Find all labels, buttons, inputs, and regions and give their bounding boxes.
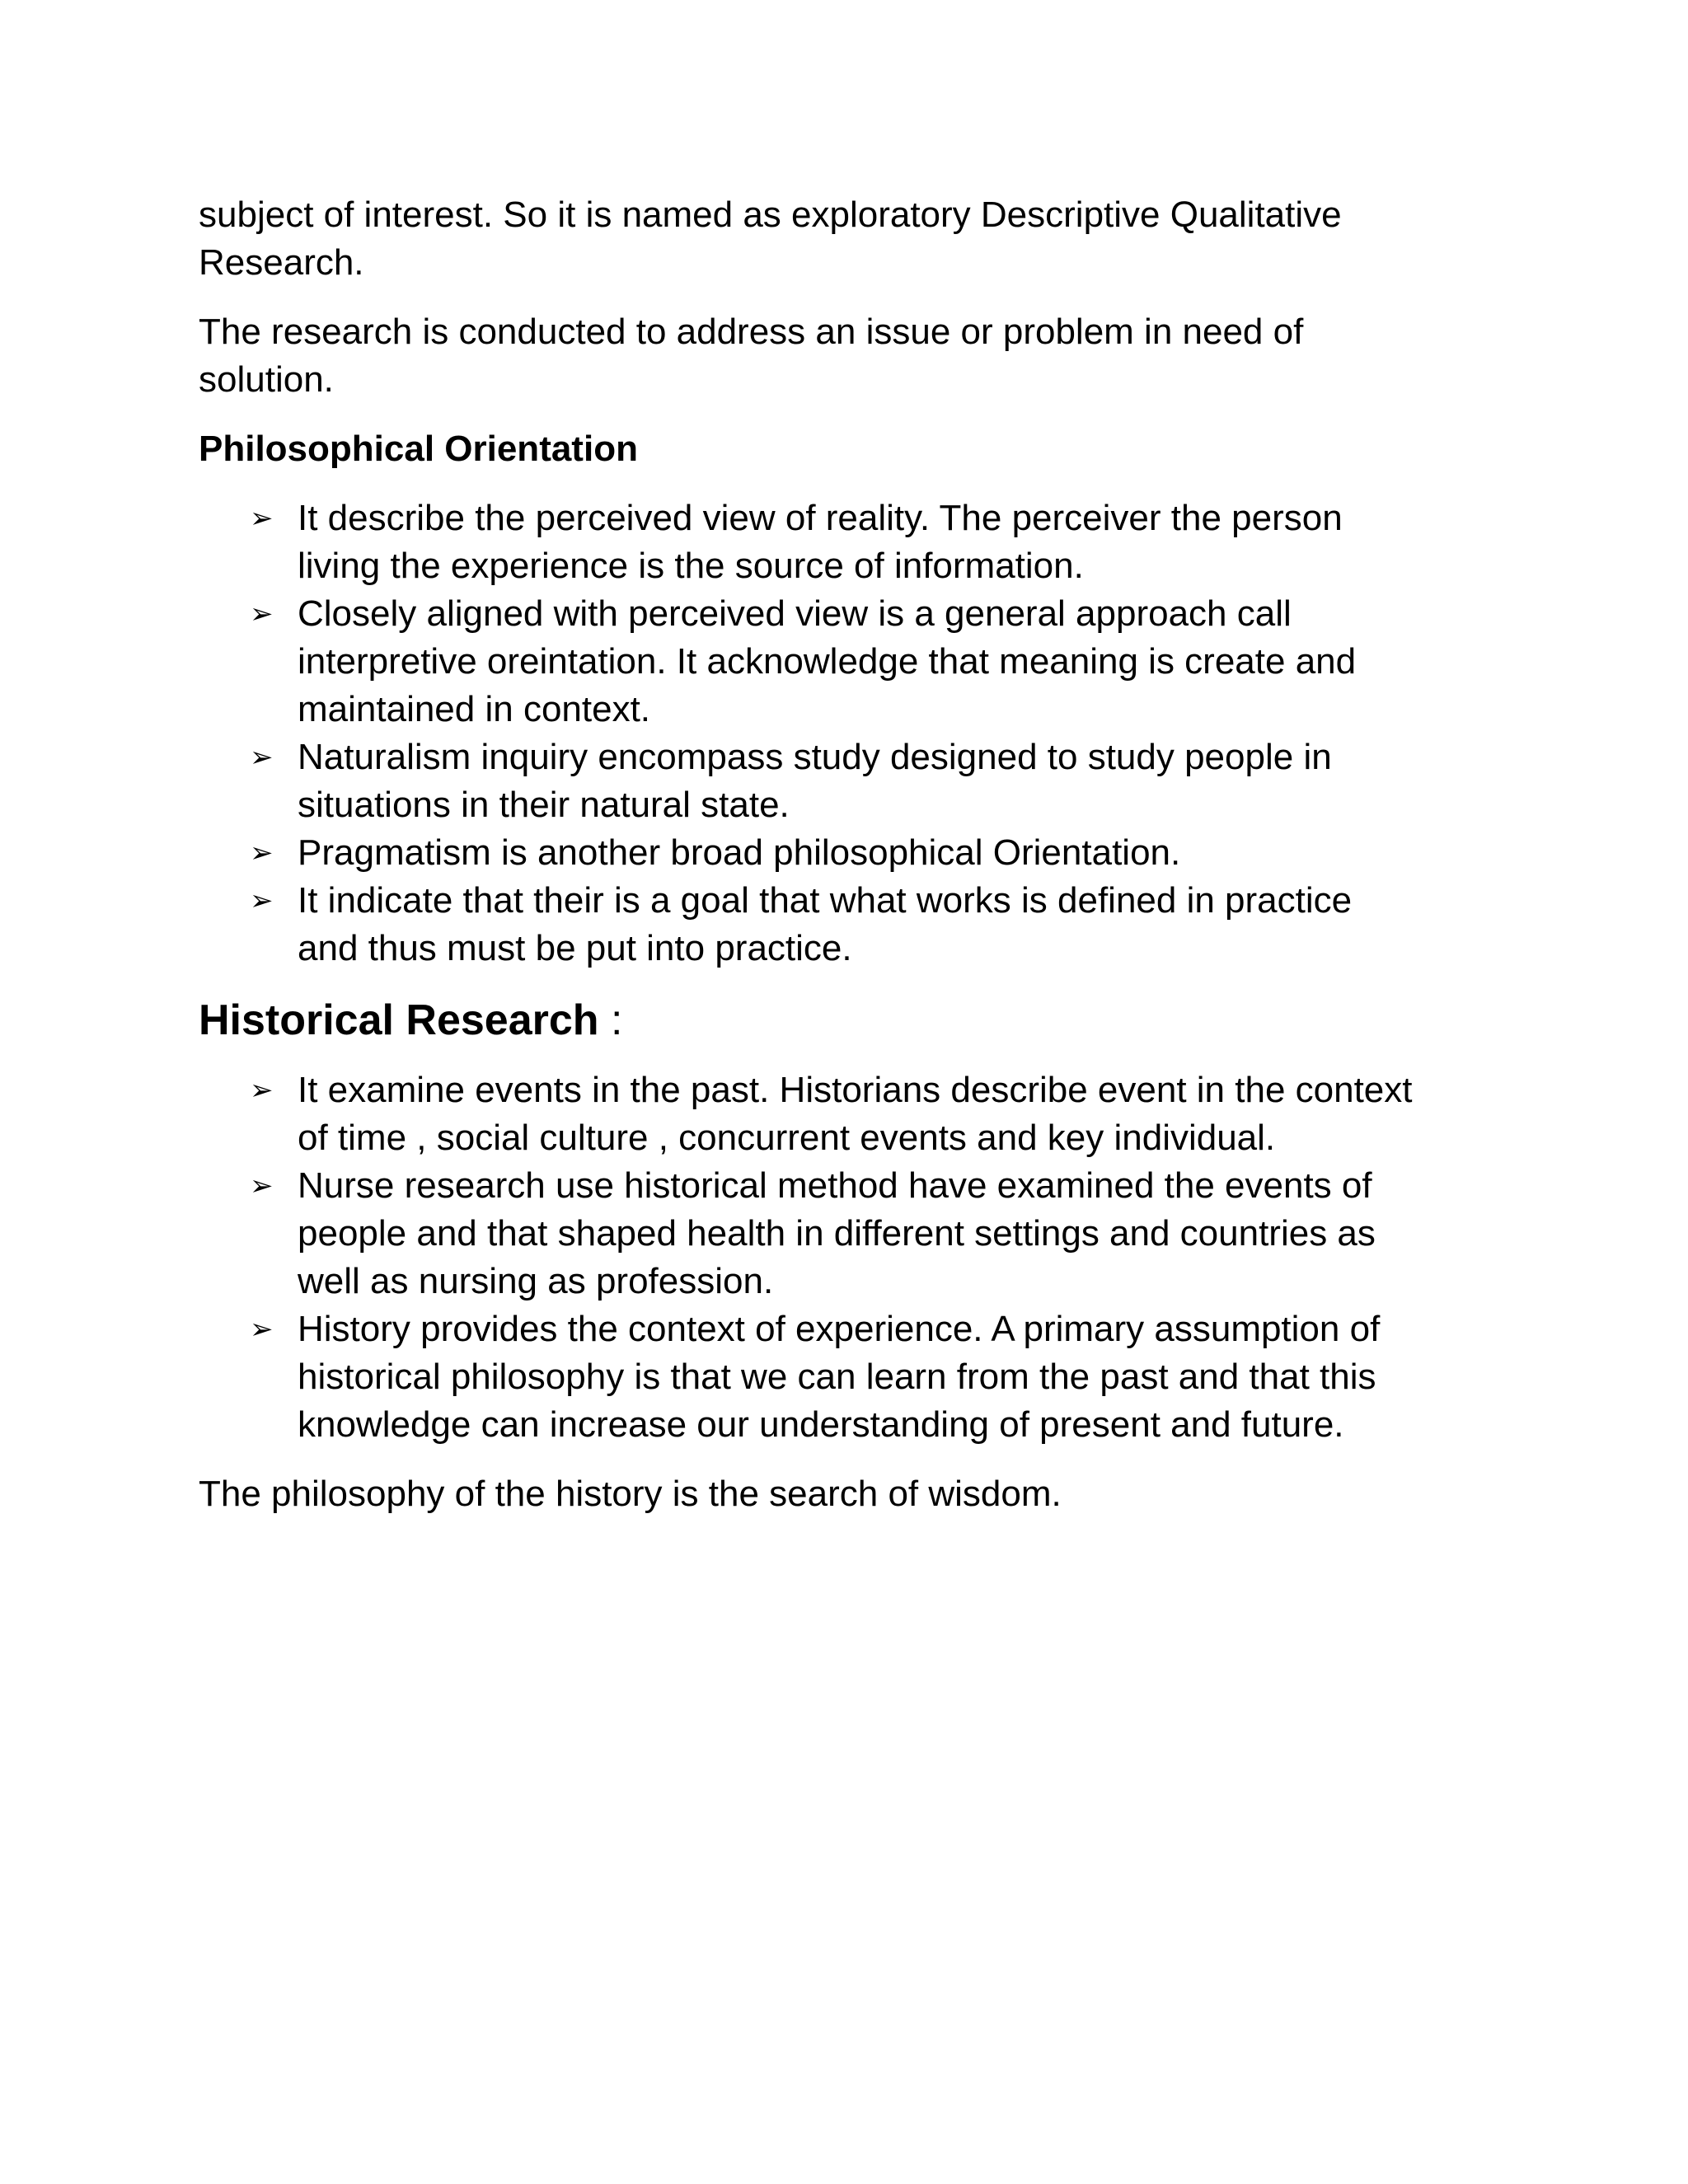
- list-item: [199, 829, 1493, 877]
- arrowhead-bullet-icon: ➢: [250, 1074, 274, 1107]
- arrowhead-bullet-icon: ➢: [250, 598, 274, 630]
- arrowhead-bullet-icon: ➢: [250, 1313, 274, 1346]
- intro-paragraph-1: subject of interest. So it is named as exploratory Descriptive Qualitative Research.: [199, 194, 1342, 283]
- historical-research-heading-text: Historical Research: [199, 996, 599, 1044]
- list-item: [199, 1162, 1493, 1305]
- list-item-text: Naturalism inquiry encompass study designed to study people in situations in their natural state.: [298, 737, 1332, 825]
- list-item: [199, 1066, 1493, 1162]
- arrowhead-bullet-icon: ➢: [250, 741, 274, 774]
- list-item-text: It indicate that their is a goal that what works is defined in practice and thus must be put into practice.: [298, 880, 1353, 968]
- historical-research-list: [199, 1066, 1493, 1449]
- list-item-text: Pragmatism is another broad philosophical Orientation.: [298, 832, 1181, 873]
- list-item-text: History provides the context of experience. A primary assumption of historical philosophy is that we can learn from the past and that this knowledge can increase our understanding of present and future.: [298, 1309, 1381, 1445]
- list-item: [199, 1305, 1493, 1449]
- intro-paragraph-2: The research is conducted to address an issue or problem in need of solution.: [199, 312, 1304, 400]
- list-item: [199, 494, 1493, 590]
- list-item-text: Nurse research use historical method have examined the events of people and that shaped health in different settings and countries as well as nursing as profession.: [298, 1165, 1376, 1301]
- arrowhead-bullet-icon: ➢: [250, 884, 274, 917]
- list-item-text: It describe the perceived view of reality. The perceiver the person living the experience is the source of information.: [298, 498, 1343, 586]
- philosophical-orientation-heading: Philosophical Orientation: [199, 429, 638, 469]
- philosophical-orientation-list: [199, 494, 1493, 972]
- list-item-text: It examine events in the past. Historians describe event in the context of time , social culture , concurrent events and key individual.: [298, 1070, 1413, 1158]
- closing-paragraph: The philosophy of the history is the search of wisdom.: [199, 1474, 1062, 1514]
- document-page: [199, 191, 1493, 1540]
- arrowhead-bullet-icon: ➢: [250, 502, 274, 535]
- historical-research-heading: [199, 994, 1493, 1047]
- historical-research-heading-suffix: :: [598, 996, 623, 1044]
- list-item: [199, 733, 1493, 829]
- list-item: [199, 877, 1493, 972]
- arrowhead-bullet-icon: ➢: [250, 837, 274, 869]
- list-item-text: Closely aligned with perceived view is a general approach call interpretive oreintation. It acknowledge that meaning is create and maintained in context.: [298, 593, 1357, 729]
- arrowhead-bullet-icon: ➢: [250, 1169, 274, 1202]
- list-item: [199, 590, 1493, 733]
